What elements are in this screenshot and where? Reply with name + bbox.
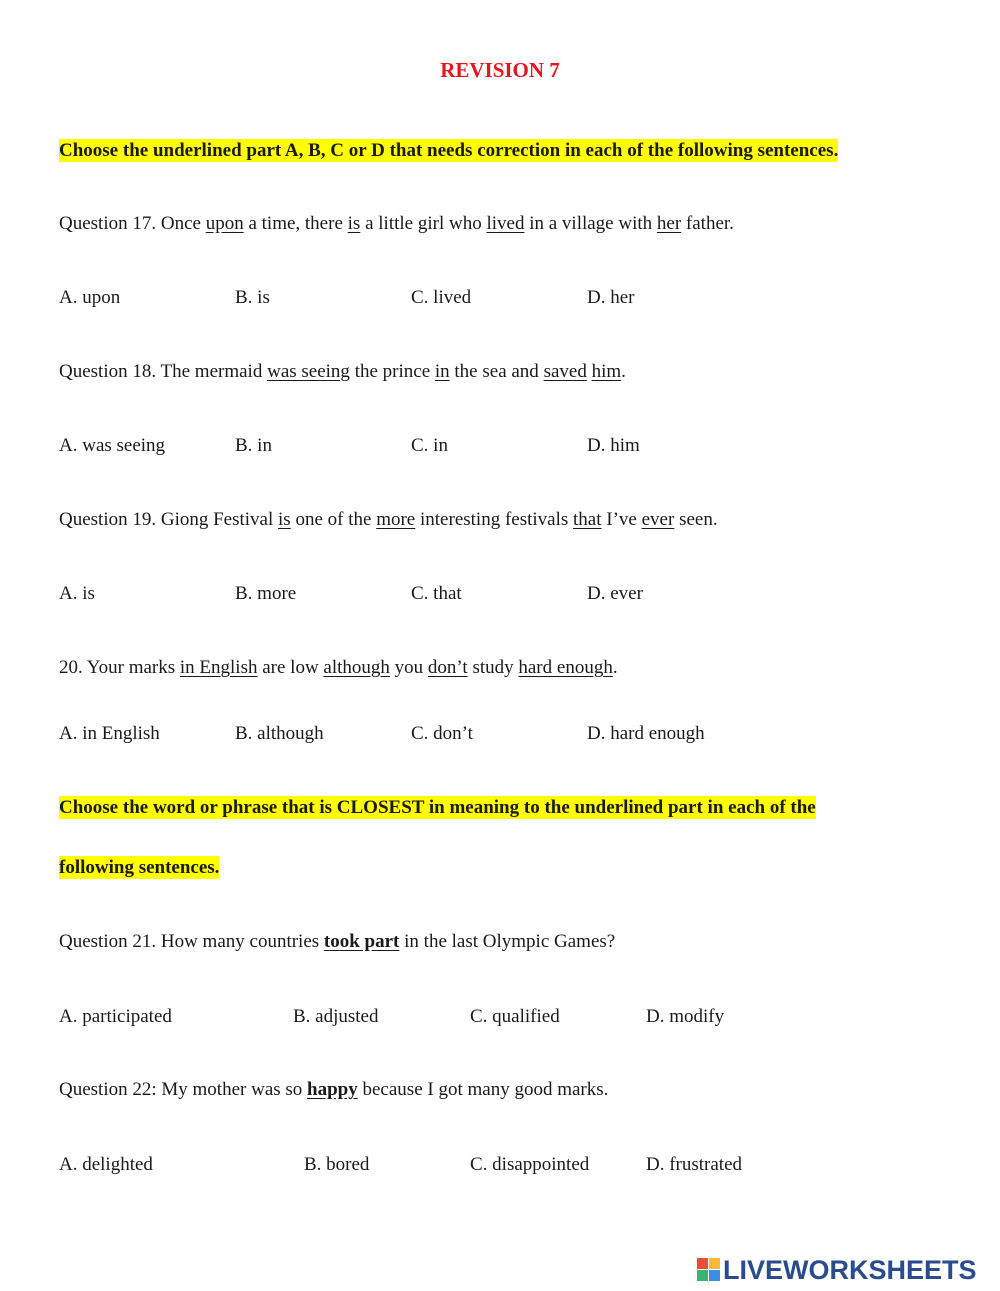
q21-option-a[interactable]: A. participated [59, 1006, 172, 1027]
q18-underlined-b: in [434, 361, 450, 382]
section-2-instruction-line-2 [59, 856, 219, 880]
q20-underlined-a: in English [179, 657, 258, 678]
q17-option-a[interactable]: A. upon [59, 287, 121, 308]
q19-text-5: seen. [674, 509, 718, 530]
q20-option-d[interactable]: D. hard enough [587, 723, 705, 744]
question-21 [59, 930, 615, 954]
q17-text-5: father. [681, 213, 734, 234]
q22-option-a[interactable]: A. delighted [59, 1154, 153, 1175]
q19-underlined-b: more [376, 509, 416, 530]
q19-underlined-d: ever [641, 509, 675, 530]
q20-option-c[interactable]: C. don’t [411, 723, 473, 744]
q20-text-3: you [389, 657, 428, 678]
q18-option-d[interactable]: D. him [587, 435, 640, 456]
q17-underlined-c: lived [486, 213, 525, 234]
q19-option-a[interactable]: A. is [59, 583, 95, 604]
q18-option-c[interactable]: C. in [411, 435, 448, 456]
q17-text-3: a little girl who [360, 213, 487, 234]
q18-underlined-c: saved [543, 361, 587, 382]
question-17 [59, 212, 734, 236]
q18-text-3: the sea and [449, 361, 544, 382]
q19-text-4: I’ve [601, 509, 642, 530]
section-1-instruction [59, 139, 838, 163]
q20-underlined-d: hard enough [518, 657, 613, 678]
q22-text-2: because I got many good marks. [357, 1079, 609, 1100]
q18-text-2: the prince [349, 361, 435, 382]
q20-text-5: . [612, 657, 618, 678]
q17-text-2: a time, there [243, 213, 348, 234]
q20-underlined-b: although [323, 657, 390, 678]
q17-option-c[interactable]: C. lived [411, 287, 472, 308]
section-2-instruction-line-1 [59, 796, 816, 820]
q20-text-2: are low [257, 657, 324, 678]
q17-text-4: in a village with [524, 213, 657, 234]
liveworksheets-logo[interactable] [697, 1254, 997, 1286]
q20-text-4: study [467, 657, 519, 678]
q20-option-a[interactable]: A. in English [59, 723, 160, 744]
q17-underlined-d: her [656, 213, 682, 234]
q22-underlined-word: happy [307, 1079, 358, 1100]
q21-option-b[interactable]: B. adjusted [293, 1006, 379, 1027]
q18-text-5: . [621, 361, 626, 382]
logo-mark-icon [697, 1258, 721, 1282]
page-title: REVISION 7 [440, 58, 560, 82]
q19-underlined-c: that [573, 509, 602, 530]
q18-text-1: Question 18. The mermaid [59, 361, 268, 382]
q19-underlined-a: is [278, 509, 291, 530]
section-2-instruction-text-2: following sentences. [59, 857, 220, 878]
q22-option-d[interactable]: D. frustrated [646, 1154, 743, 1175]
q21-text-1: Question 21. How many countries [59, 931, 324, 952]
q17-text-1: Question 17. Once [59, 213, 206, 234]
q17-option-b[interactable]: B. is [235, 287, 270, 308]
q21-underlined-phrase: took part [323, 931, 400, 952]
q19-text-2: one of the [290, 509, 377, 530]
q19-text-3: interesting festivals [415, 509, 574, 530]
question-22 [59, 1078, 608, 1102]
q17-underlined-b: is [347, 213, 361, 234]
q17-option-d[interactable]: D. her [587, 287, 635, 308]
q18-underlined-d: him [591, 361, 622, 382]
q19-text-1: Question 19. Giong Festival [59, 509, 279, 530]
q17-underlined-a: upon [205, 213, 244, 234]
q18-underlined-a: was seeing [267, 361, 350, 382]
q18-option-a[interactable]: A. was seeing [59, 435, 166, 456]
q21-option-d[interactable]: D. modify [646, 1006, 725, 1027]
question-19 [59, 508, 718, 532]
q19-option-b[interactable]: B. more [235, 583, 297, 604]
q21-text-2: in the last Olympic Games? [399, 931, 616, 952]
q19-option-d[interactable]: D. ever [587, 583, 643, 604]
q22-option-b[interactable]: B. bored [304, 1154, 370, 1175]
logo-text: LIVEWORKSHEETS [723, 1255, 977, 1285]
q22-text-1: Question 22: My mother was so [59, 1079, 308, 1100]
question-18 [59, 360, 626, 384]
section-1-instruction-text: Choose the underlined part A, B, C or D that needs correction in each of the following sentences. [59, 140, 839, 161]
section-2-instruction-text-1: Choose the word or phrase that is CLOSEST in meaning to the underlined part in each of the [59, 797, 816, 818]
q20-option-b[interactable]: B. although [235, 723, 324, 744]
q19-option-c[interactable]: C. that [411, 583, 462, 604]
question-20 [59, 656, 618, 680]
q22-option-c[interactable]: C. disappointed [470, 1154, 590, 1175]
q21-option-c[interactable]: C. qualified [470, 1006, 560, 1027]
q20-text-1: 20. Your marks [59, 657, 180, 678]
q20-underlined-c: don’t [427, 657, 468, 678]
q18-option-b[interactable]: B. in [235, 435, 272, 456]
